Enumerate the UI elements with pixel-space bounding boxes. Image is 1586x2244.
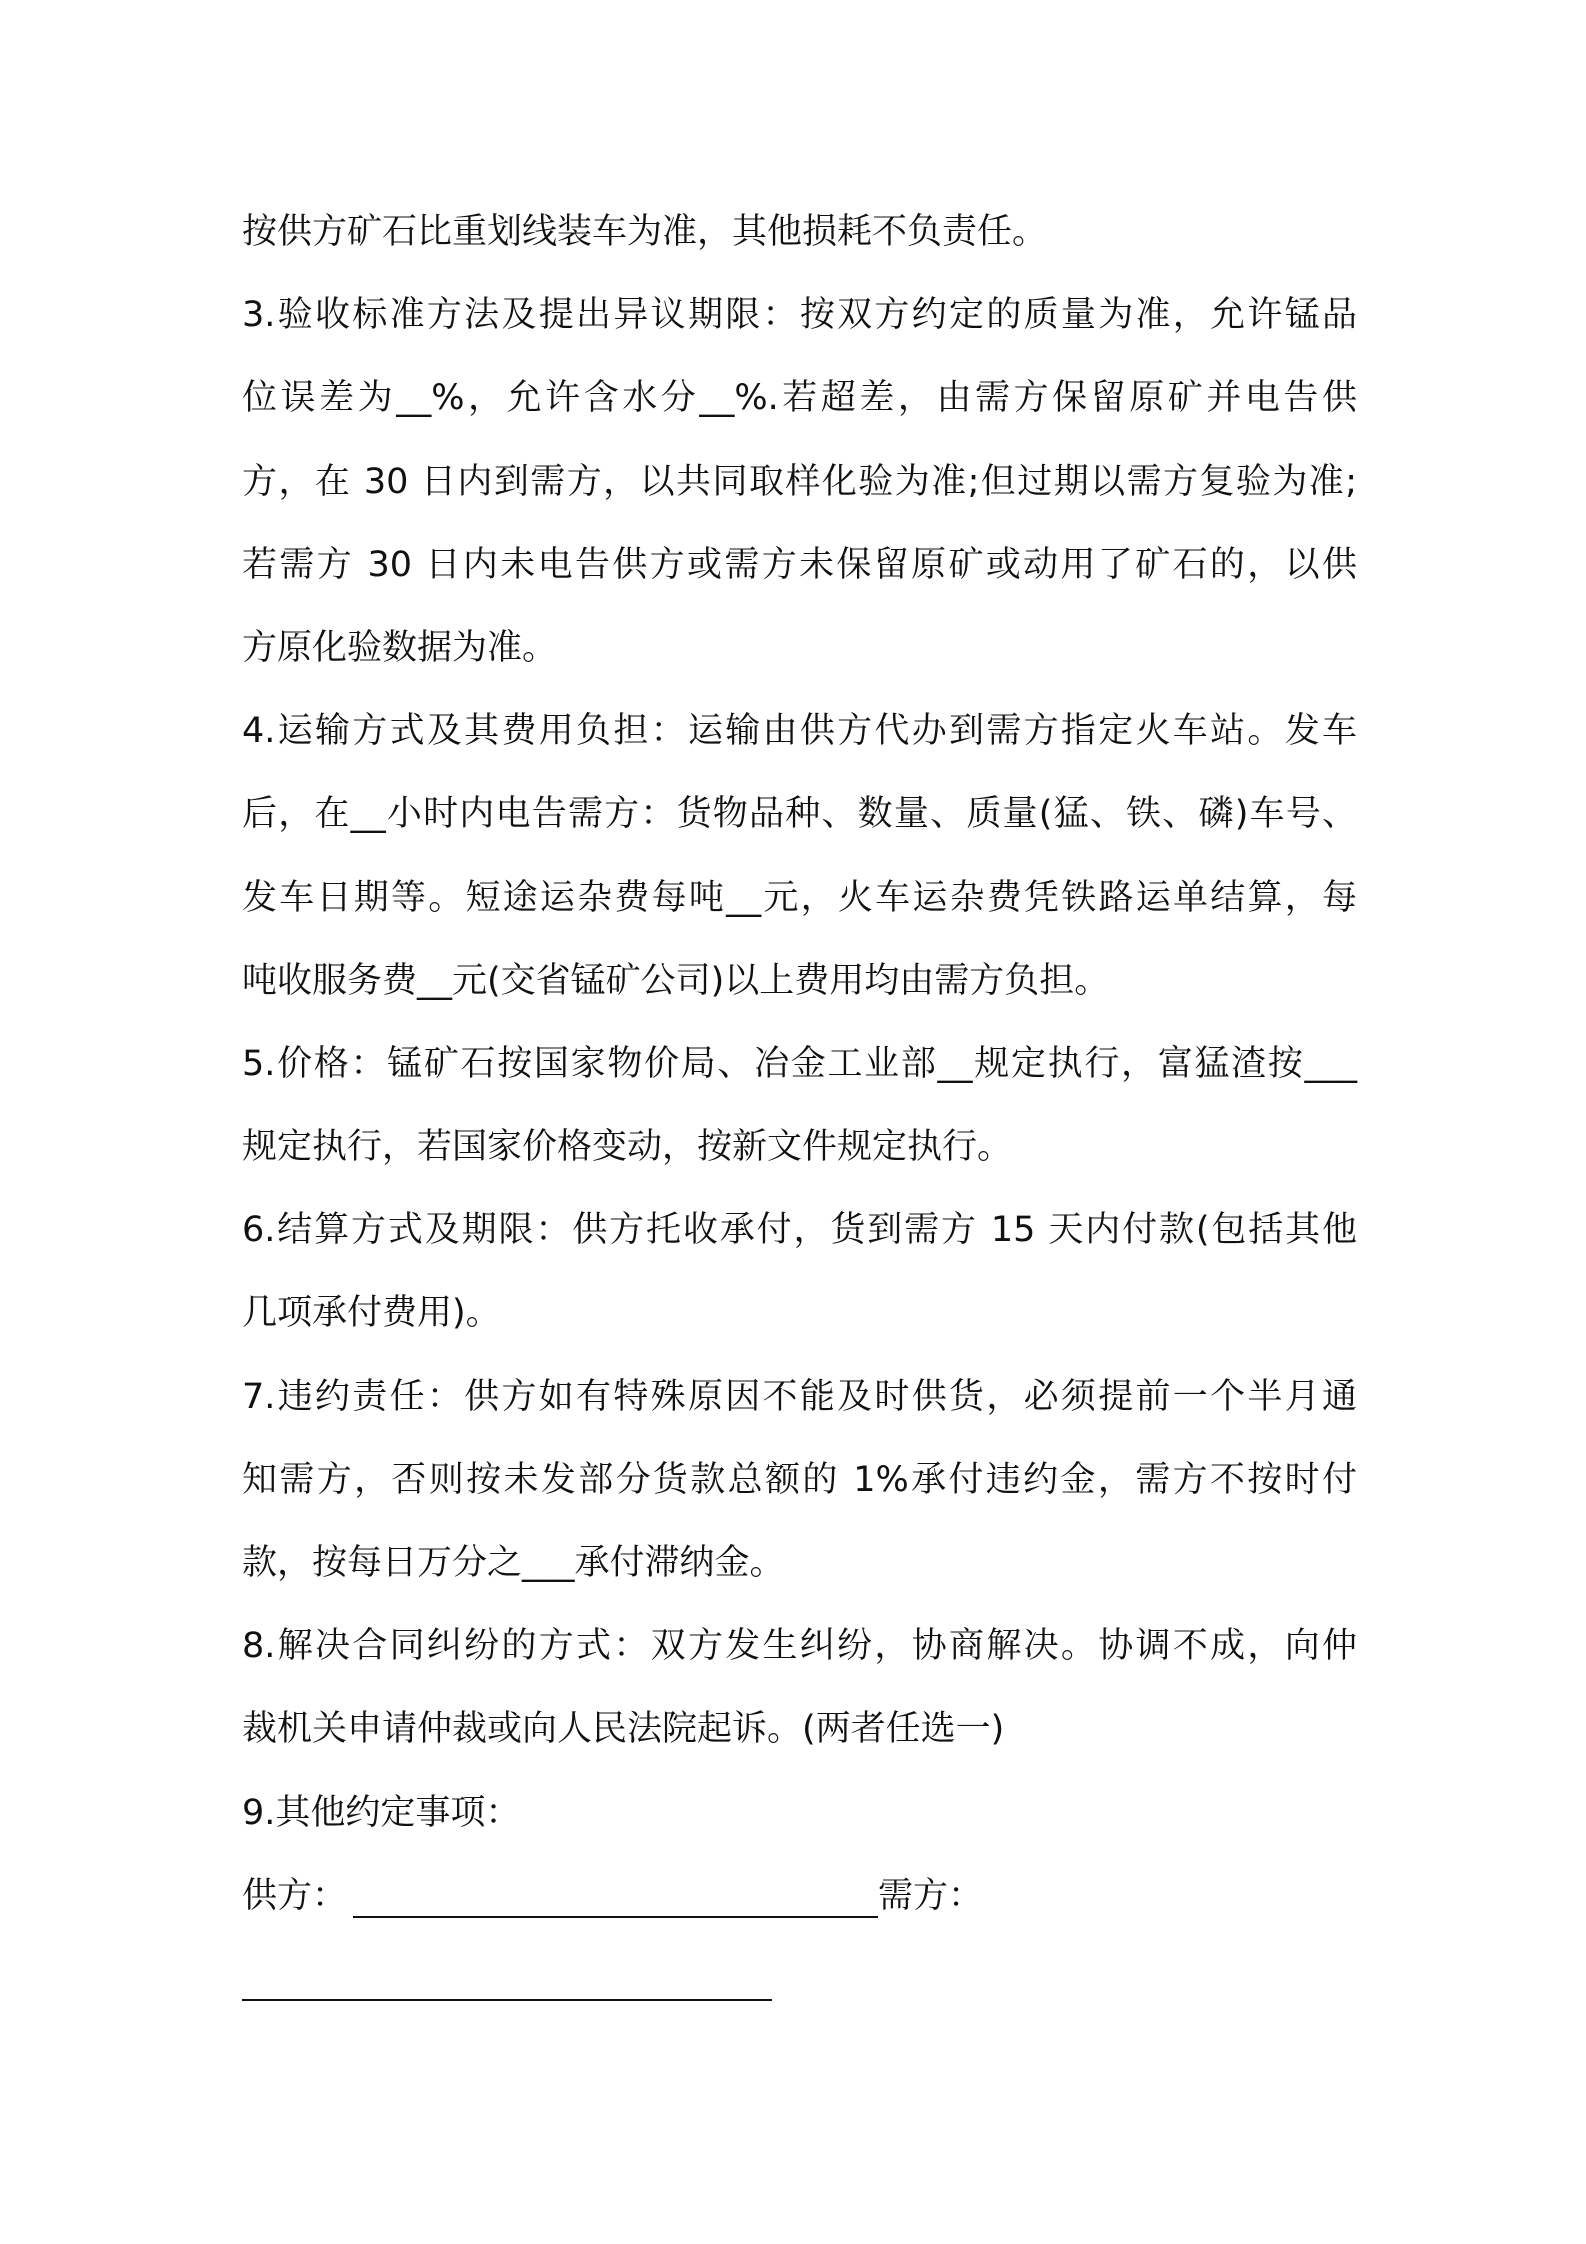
text-line: 几项承付费用)。 <box>242 1293 501 1334</box>
buyer-label: 需方： <box>878 1875 984 1916</box>
text-line: 知需方，否则按未发部分货款总额的 1%承付违约金，需方不按时付 <box>242 1459 1357 1500</box>
text-line: 款，按每日万分之___承付滞纳金。 <box>242 1543 785 1583</box>
text-line: 9.其他约定事项： <box>242 1792 521 1833</box>
contract-body <box>242 191 1357 2021</box>
text-line: 发车日期等。短途运杂费每吨__元，火车运杂费凭铁路运单结算，每 <box>242 877 1357 918</box>
text-line: 若需方 30 日内未电告供方或需方未保留原矿或动用了矿石的，以供 <box>242 544 1357 585</box>
text-line: 后，在__小时内电告需方：货物品种、数量、质量(猛、铁、磷)车号、 <box>242 794 1357 835</box>
text-line: 6.结算方式及期限：供方托收承付，货到需方 15 天内付款(包括其他 <box>242 1210 1357 1251</box>
text-line: 方，在 30 日内到需方，以共同取样化验为准;但过期以需方复验为准; <box>242 461 1357 502</box>
text-line: 按供方矿石比重划线装车为准，其他损耗不负责任。 <box>242 212 1048 252</box>
text-line: 7.违约责任：供方如有特殊原因不能及时供货，必须提前一个半月通 <box>242 1376 1357 1417</box>
text-line: 3.验收标准方法及提出异议期限：按双方约定的质量为准，允许锰品 <box>242 295 1357 336</box>
signature-row <box>242 1855 1357 1938</box>
supplier-label: 供方： <box>242 1875 348 1916</box>
text-line: 位误差为__%，允许含水分__%.若超差，由需方保留原矿并电告供 <box>242 378 1357 419</box>
buyer-signature-line[interactable] <box>242 1999 772 2001</box>
buyer-signature-row <box>242 1938 1357 2021</box>
text-line: 吨收服务费__元(交省锰矿公司)以上费用均由需方负担。 <box>242 960 1110 1001</box>
text-line: 5.价格：锰矿石按国家物价局、冶金工业部__规定执行，富猛渣按___ <box>242 1043 1357 1084</box>
text-line: 方原化验数据为准。 <box>242 627 558 668</box>
supplier-signature-line[interactable] <box>353 1916 878 1918</box>
text-line: 裁机关申请仲裁或向人民法院起诉。(两者任选一) <box>242 1709 1005 1750</box>
text-line: 4.运输方式及其费用负担：运输由供方代办到需方指定火车站。发车 <box>242 711 1357 752</box>
text-line: 8.解决合同纠纷的方式：双方发生纠纷，协商解决。协调不成，向仲 <box>242 1626 1357 1667</box>
text-line: 规定执行，若国家价格变动，按新文件规定执行。 <box>242 1127 1013 1168</box>
